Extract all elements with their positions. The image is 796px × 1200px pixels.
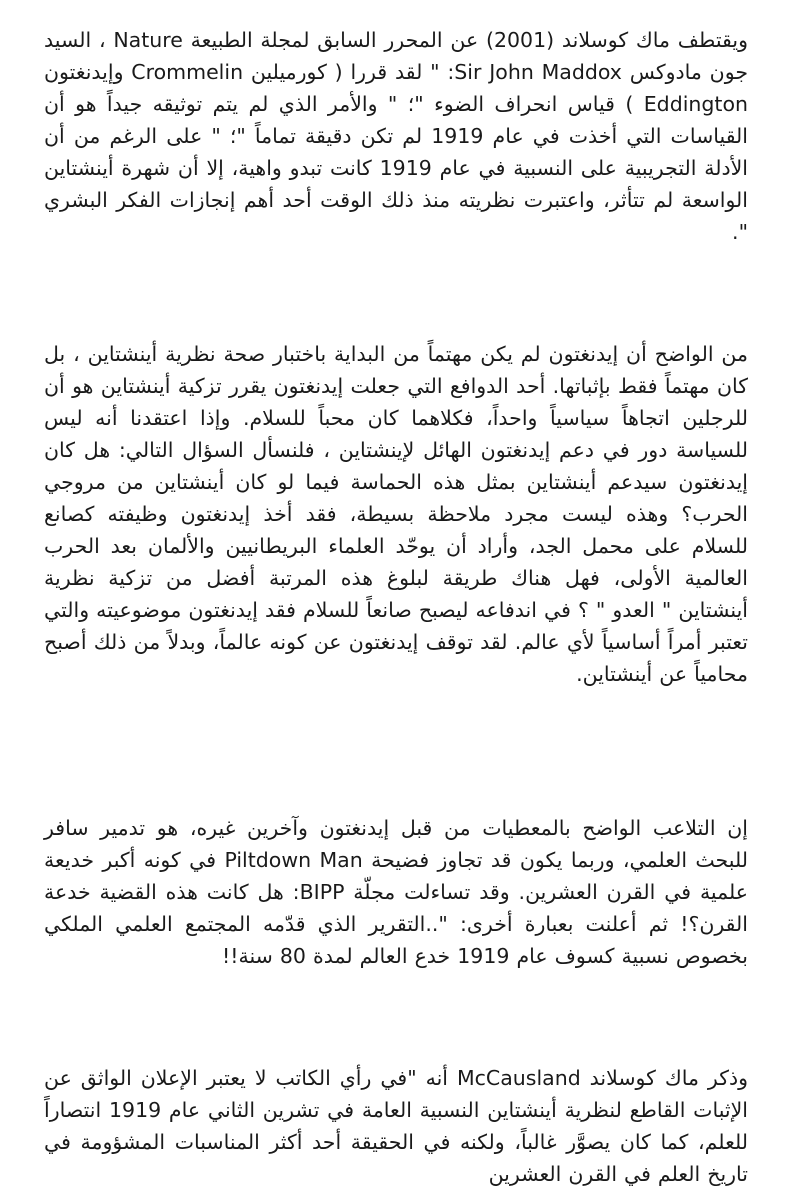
paragraph-maddox-quote: ويقتطف ماك كوسلاند (2001) عن المحرر السابق لمجلة الطبيعة Nature ، السيد جون مادوكس Sir John Maddox: " لقد قررا ( كورميلين Crommelin وإيدنغتون Eddington ) قياس انحراف الضوء "؛ " والأمر الذي لم يتم توثيقه جيداً هو أن القياسات التي أخذت في عام 1919 لم تكن دقيقة تماماً "؛ " على الرغم من أن الأدلة التجريبية على النسبية في عام 1919 كانت تبدو واهية، إلا أن شهرة أينشتاين الواسعة لم تتأثر، واعتبرت نظريته منذ ذلك الوقت أحد أهم إنجازات الفكر البشري ". (44, 28, 749, 244)
paragraph-mccausland-opinion: وذكر ماك كوسلاند McCausland أنه "في رأي الكاتب لا يعتبر الإعلان الواثق عن الإثبات القاطع لنظرية أينشتاين النسبية العامة في تشرين الثاني عام 1919 انتصاراً للعلم، كما كان يصوَّر غالباً، ولكنه في الحقيقة أحد أكثر المناسبات المشؤومة في تاريخ العلم في القرن العشرين (44, 1066, 748, 1186)
paragraph-data-manipulation: إن التلاعب الواضح بالمعطيات من قبل إيدنغتون وآخرين غيره، هو تدمير سافر للبحث العلمي، وربما يكون قد تجاوز فضيحة Piltdown Man في كونه أكبر خديعة علمية في القرن العشرين. وقد تساءلت مجلّة BIPP: هل كانت هذه القضية خدعة القرن؟! ثم أعلنت بعبارة أخرى: "..التقرير الذي قدّمه المجتمع العلمي الملكي بخصوص نسبية كسوف عام 1919 خدع العالم لمدة 80 سنة!! (44, 816, 749, 968)
paragraph-eddington-motives: من الواضح أن إيدنغتون لم يكن مهتماً من البداية باختبار صحة نظرية أينشتاين ، بل كان مهتماً فقط بإثباتها. أحد الدوافع التي جعلت إيدنغتون يقرر تزكية أينشتاين هو أن للرجلين اتجاهاً سياسياً واحداً، فكلاهما كان محباً للسلام. وإذا اعتقدنا أنه ليس للسياسة دور في دعم إيدنغتون الهائل لإينشتاين ، فلنسأل السؤال التالي: هل كان إيدنغتون سيدعم أينشتاين بمثل هذه الحماسة فيما لو كان أينشتاين من مروجي الحرب؟ وهذه ليست مجرد ملاحظة بسيطة، فقد أخذ إيدنغتون وظيفته كصانع للسلام على محمل الجد، وأراد أن يوحّد العلماء البريطانيين والألمان بعد الحرب العالمية الأولى، فهل هناك طريقة لبلوغ هذه المرتبة أفضل من تزكية نظرية أينشتاين " العدو " ؟ في اندفاعه ليصبح صانعاً للسلام فقد إيدنغتون موضوعيته والتي تعتبر أمراً أساسياً لأي عالم. لقد توقف إيدنغتون عن كونه عالماً، وبدلاً من ذلك أصبح محامياً عن أينشتاين. (44, 342, 748, 686)
